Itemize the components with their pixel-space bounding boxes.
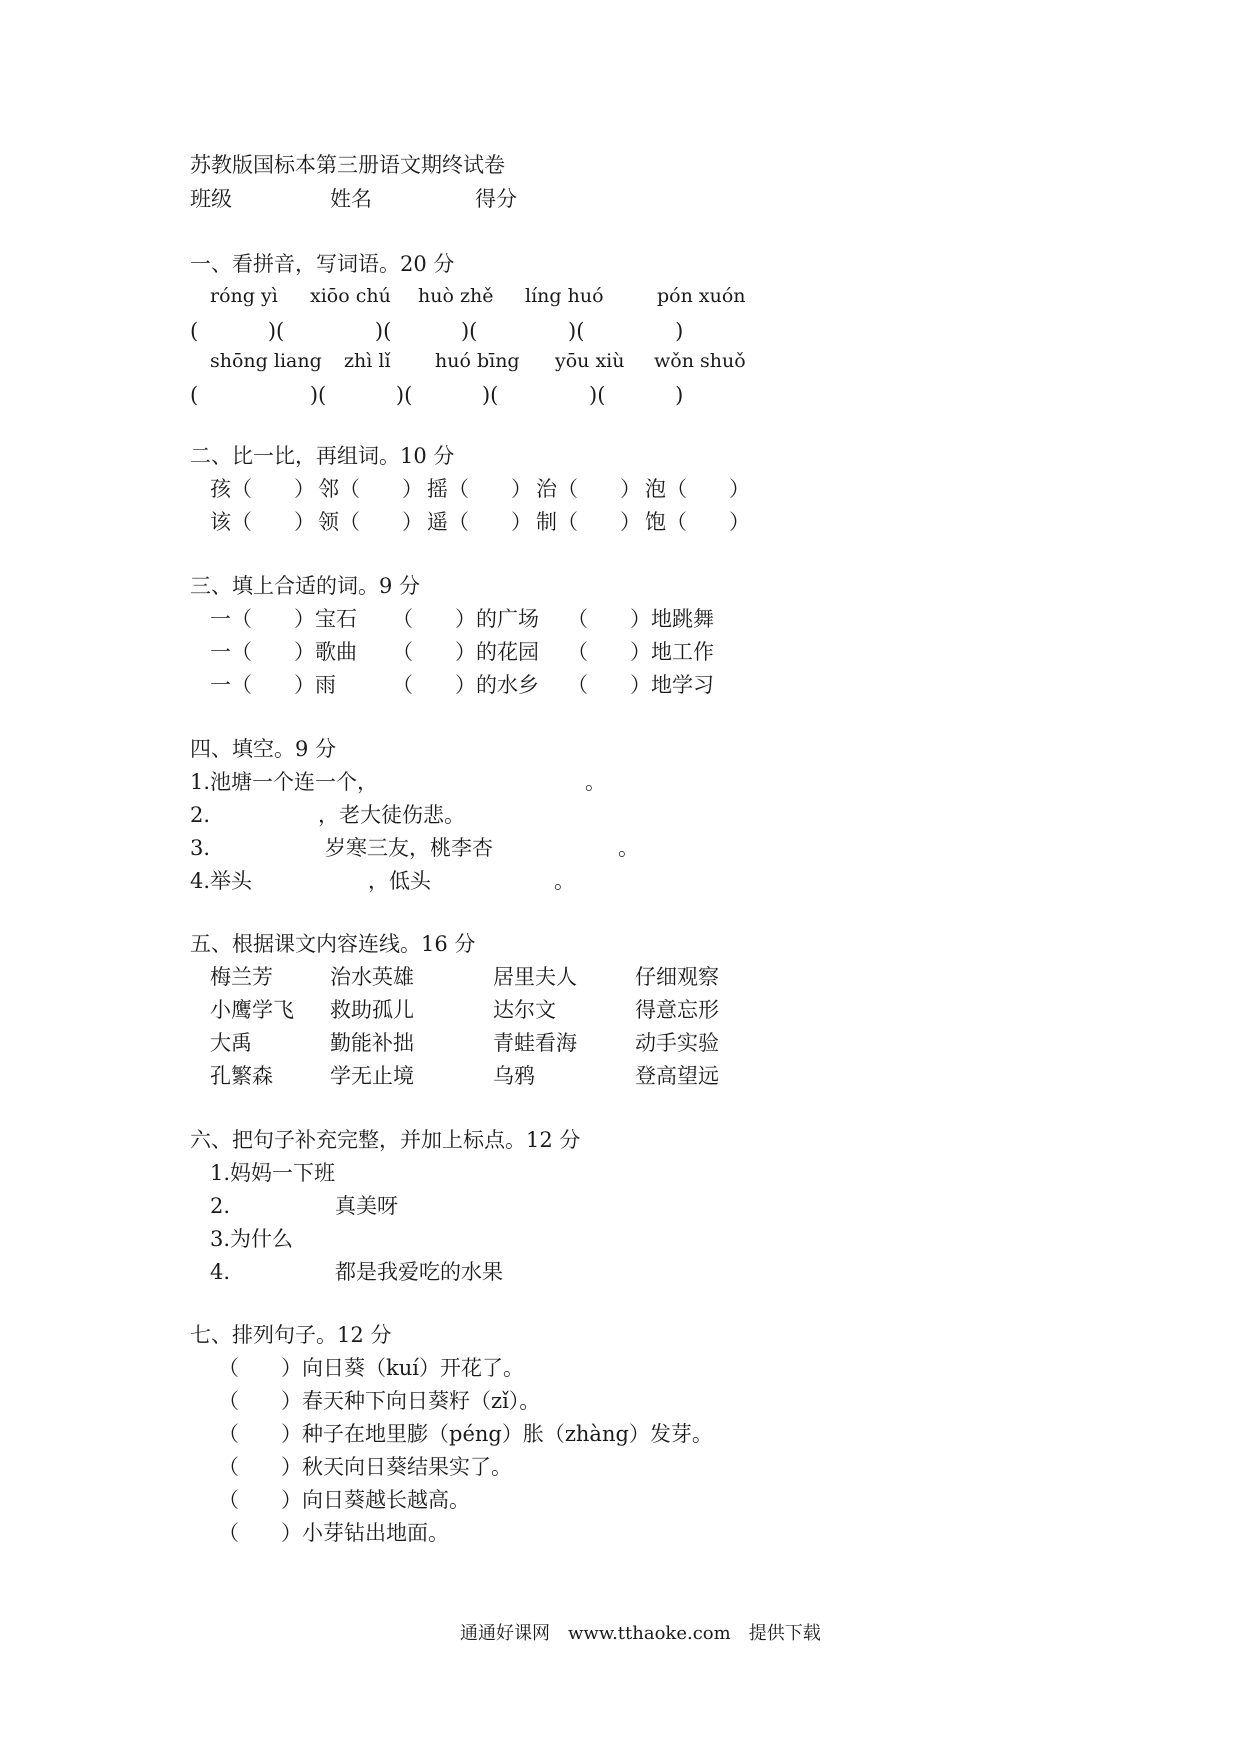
fill-phrase: 一（ ）宝石	[210, 607, 357, 631]
char-item: 摇（ ）	[427, 477, 532, 501]
fill-phrase: 一（ ）歌曲	[210, 640, 357, 664]
sentence-item: 1.妈妈一下班	[210, 1161, 336, 1185]
section-3-heading: 三、填上合适的词。9 分	[190, 574, 421, 598]
char-item: 该（ ）	[210, 510, 315, 534]
match-item: 大禹	[210, 1031, 252, 1055]
fill-text: 岁寒三友，桃李杏	[325, 836, 493, 860]
char-item: 饱（ ）	[645, 510, 750, 534]
match-item: 勤能补拙	[330, 1031, 414, 1055]
char-item: 邻（ ）	[318, 477, 423, 501]
footer-source: 通通好课网 www.tthaoke.com 提供下载	[460, 1623, 821, 1644]
fill-text: 3.	[190, 836, 211, 860]
pinyin: huò zhě	[418, 285, 494, 307]
fill-phrase: 一（ ）雨	[210, 673, 336, 697]
match-item: 达尔文	[493, 998, 556, 1022]
name-label: 姓名	[330, 187, 372, 211]
sentence-item: 3.为什么	[210, 1227, 294, 1251]
match-item: 青蛙看海	[493, 1031, 577, 1055]
fill-text: 2.	[190, 803, 211, 827]
fill-text: 。	[554, 869, 575, 893]
char-item: 遥（ ）	[427, 510, 532, 534]
match-item: 乌鸦	[493, 1064, 535, 1088]
pinyin: yōu xiù	[555, 350, 625, 372]
section-6-heading: 六、把句子补充完整，并加上标点。12 分	[190, 1128, 581, 1152]
fill-text: 。	[618, 836, 639, 860]
order-item: （ ）秋天向日葵结果实了。	[218, 1455, 512, 1479]
section-7-heading: 七、排列句子。12 分	[190, 1323, 392, 1347]
char-item: 领（ ）	[318, 510, 423, 534]
pinyin: róng yì	[210, 285, 278, 307]
pinyin: zhì lǐ	[344, 350, 391, 372]
order-item: （ ）春天种下向日葵籽（zǐ）。	[218, 1389, 541, 1413]
match-item: 得意忘形	[635, 998, 719, 1022]
exam-title: 苏教版国标本第三册语文期终试卷	[190, 153, 505, 177]
pinyin: líng huó	[525, 285, 604, 307]
match-item: 梅兰芳	[210, 965, 273, 989]
order-item: （ ）小芽钻出地面。	[218, 1521, 449, 1545]
fill-phrase: （ ）地工作	[567, 640, 714, 664]
match-item: 登高望远	[635, 1064, 719, 1088]
sentence-item: 4.	[210, 1260, 231, 1284]
match-item: 动手实验	[635, 1031, 719, 1055]
order-item: （ ）向日葵（kuí）开花了。	[218, 1356, 524, 1380]
pinyin: huó bīng	[435, 350, 520, 372]
pinyin: wǒn shuǒ	[654, 350, 746, 372]
char-item: 制（ ）	[536, 510, 641, 534]
match-item: 学无止境	[330, 1064, 414, 1088]
sentence-item: 2.	[210, 1194, 231, 1218]
answer-brackets: ( )( )( )( )( )	[190, 319, 684, 343]
pinyin: shōng liang	[210, 350, 322, 372]
fill-text: 1.池塘一个连一个，	[190, 770, 379, 794]
match-item: 小鹰学飞	[210, 998, 294, 1022]
order-item: （ ）向日葵越长越高。	[218, 1488, 470, 1512]
class-label: 班级	[190, 187, 232, 211]
fill-text: ，老大徒伤悲。	[318, 803, 465, 827]
sentence-item: 真美呀	[335, 1194, 398, 1218]
section-2-heading: 二、比一比，再组词。10 分	[190, 444, 455, 468]
order-item: （ ）种子在地里膨（péng）胀（zhàng）发芽。	[218, 1422, 713, 1446]
fill-text: 。	[585, 770, 606, 794]
fill-phrase: （ ）地跳舞	[567, 607, 714, 631]
match-item: 治水英雄	[330, 965, 414, 989]
char-item: 泡（ ）	[645, 477, 750, 501]
match-item: 居里夫人	[493, 965, 577, 989]
char-item: 治（ ）	[536, 477, 641, 501]
fill-phrase: （ ）的水乡	[392, 673, 539, 697]
match-item: 孔繁森	[210, 1064, 273, 1088]
section-1-heading: 一、看拼音，写词语。20 分	[190, 252, 455, 276]
char-item: 孩（ ）	[210, 477, 315, 501]
match-item: 救助孤儿	[330, 998, 414, 1022]
section-5-heading: 五、根据课文内容连线。16 分	[190, 932, 476, 956]
fill-text: ，低头	[368, 869, 431, 893]
fill-phrase: （ ）的花园	[392, 640, 539, 664]
sentence-item: 都是我爱吃的水果	[335, 1260, 503, 1284]
pinyin: xiōo chú	[310, 285, 391, 307]
section-4-heading: 四、填空。9 分	[190, 737, 337, 761]
match-item: 仔细观察	[635, 965, 719, 989]
answer-brackets: ( )( )( )( )( )	[190, 383, 684, 407]
score-label: 得分	[475, 187, 517, 211]
fill-phrase: （ ）地学习	[567, 673, 714, 697]
fill-phrase: （ ）的广场	[392, 607, 539, 631]
fill-text: 4.举头	[190, 869, 253, 893]
pinyin: pón xuón	[657, 285, 746, 307]
